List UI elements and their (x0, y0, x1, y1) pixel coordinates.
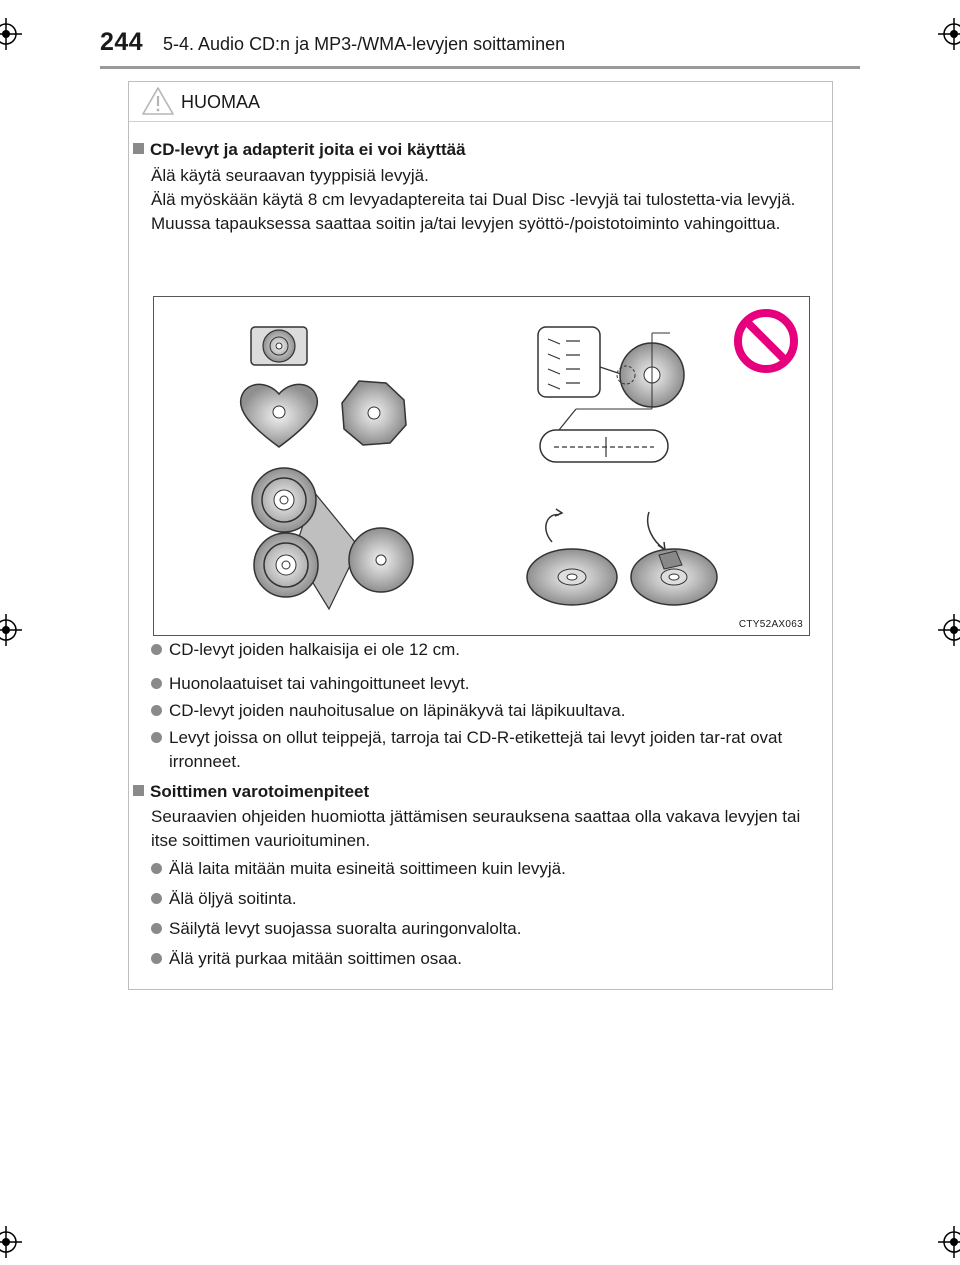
list-item-text: Levyt joissa on ollut teippejä, tarroja tai CD-R-etikettejä tai levyt joiden tar-rat ovat irronneet. (169, 728, 783, 771)
bullet-dot-icon (151, 732, 162, 743)
adapter-8cm-discs (252, 468, 413, 609)
running-head: 5-4. Audio CD:n ja MP3-/WMA-levyjen soittaminen (163, 34, 566, 54)
bullet-dot-icon (151, 863, 162, 874)
prohibition-icon (738, 313, 794, 369)
bullet-dot-icon (151, 644, 162, 655)
bullet-dot-icon (151, 923, 162, 934)
list-item-text: Huonolaatuiset tai vahingoittuneet levyt. (169, 674, 470, 693)
section-heading-unusable-discs (133, 140, 466, 160)
section1-line-2: Älä myöskään käytä 8 cm levyadaptereita tai Dual Disc -levyjä tai tulostetta-via levyjä. (151, 190, 796, 209)
discs-drawing (154, 297, 809, 635)
section-heading-text: Soittimen varotoimenpiteet (150, 782, 370, 801)
label-peeling-discs (527, 509, 717, 605)
list-item (137, 726, 827, 774)
section-heading-player-precautions (133, 782, 369, 802)
bullet-dot-icon (151, 678, 162, 689)
section1-text (151, 164, 825, 236)
list-item (137, 917, 827, 941)
section1-line-1: Älä käytä seuraavan tyyppisiä levyjä. (151, 166, 429, 185)
figure-code: CTY52AX063 (738, 619, 803, 630)
octagonal-disc (342, 381, 406, 445)
section1-line-3: Muussa tapauksessa saattaa soitin ja/tai levyjen syöttö-/poistotoiminto vahingoittua. (151, 214, 781, 233)
crop-mark-mid-left (0, 610, 40, 650)
crop-mark-mid-right (920, 610, 960, 650)
notice-box (128, 81, 833, 990)
section-square-icon (133, 785, 144, 796)
section2-text (151, 805, 825, 853)
bullet-dot-icon (151, 953, 162, 964)
heart-shaped-disc (241, 384, 318, 447)
list-item (137, 638, 827, 662)
bullet-dot-icon (151, 893, 162, 904)
crop-mark-bottom-right (920, 1222, 960, 1262)
unusable-discs-illustration (153, 296, 810, 636)
crop-mark-top-right (920, 14, 960, 54)
section-square-icon (133, 143, 144, 154)
list-item (137, 887, 827, 911)
list-item-text: Säilytä levyt suojassa suoralta auringonvalolta. (169, 919, 522, 938)
list-item (137, 857, 827, 881)
list-item-text: Älä yritä purkaa mitään soittimen osaa. (169, 949, 462, 968)
bullet-dot-icon (151, 705, 162, 716)
list-item (137, 672, 827, 696)
list-item-text: Älä laita mitään muita esineitä soittimeen kuin levyjä. (169, 859, 566, 878)
list-item (137, 699, 827, 723)
list-item-text: CD-levyt joiden halkaisija ei ole 12 cm. (169, 640, 461, 659)
list-item-text: CD-levyt joiden nauhoitusalue on läpinäkyvä tai läpikuultava. (169, 701, 626, 720)
section2-paragraph: Seuraavien ohjeiden huomiotta jättämisen seurauksena saattaa olla vakava levyjen tai itse soittimen vaurioituminen. (151, 807, 801, 850)
list-item-text: Älä öljyä soitinta. (169, 889, 297, 908)
notice-header (129, 82, 832, 122)
transparent-disc-detail (538, 327, 684, 462)
square-mini-disc (251, 327, 307, 365)
warning-triangle-icon (141, 86, 175, 116)
crop-mark-bottom-left (0, 1222, 40, 1262)
list-item (137, 947, 827, 971)
crop-mark-top-left (0, 14, 40, 54)
page-number: 244 (100, 28, 144, 56)
notice-title: HUOMAA (181, 92, 261, 112)
section-heading-text: CD-levyt ja adapterit joita ei voi käyttää (150, 140, 466, 159)
header-rule (100, 66, 860, 69)
